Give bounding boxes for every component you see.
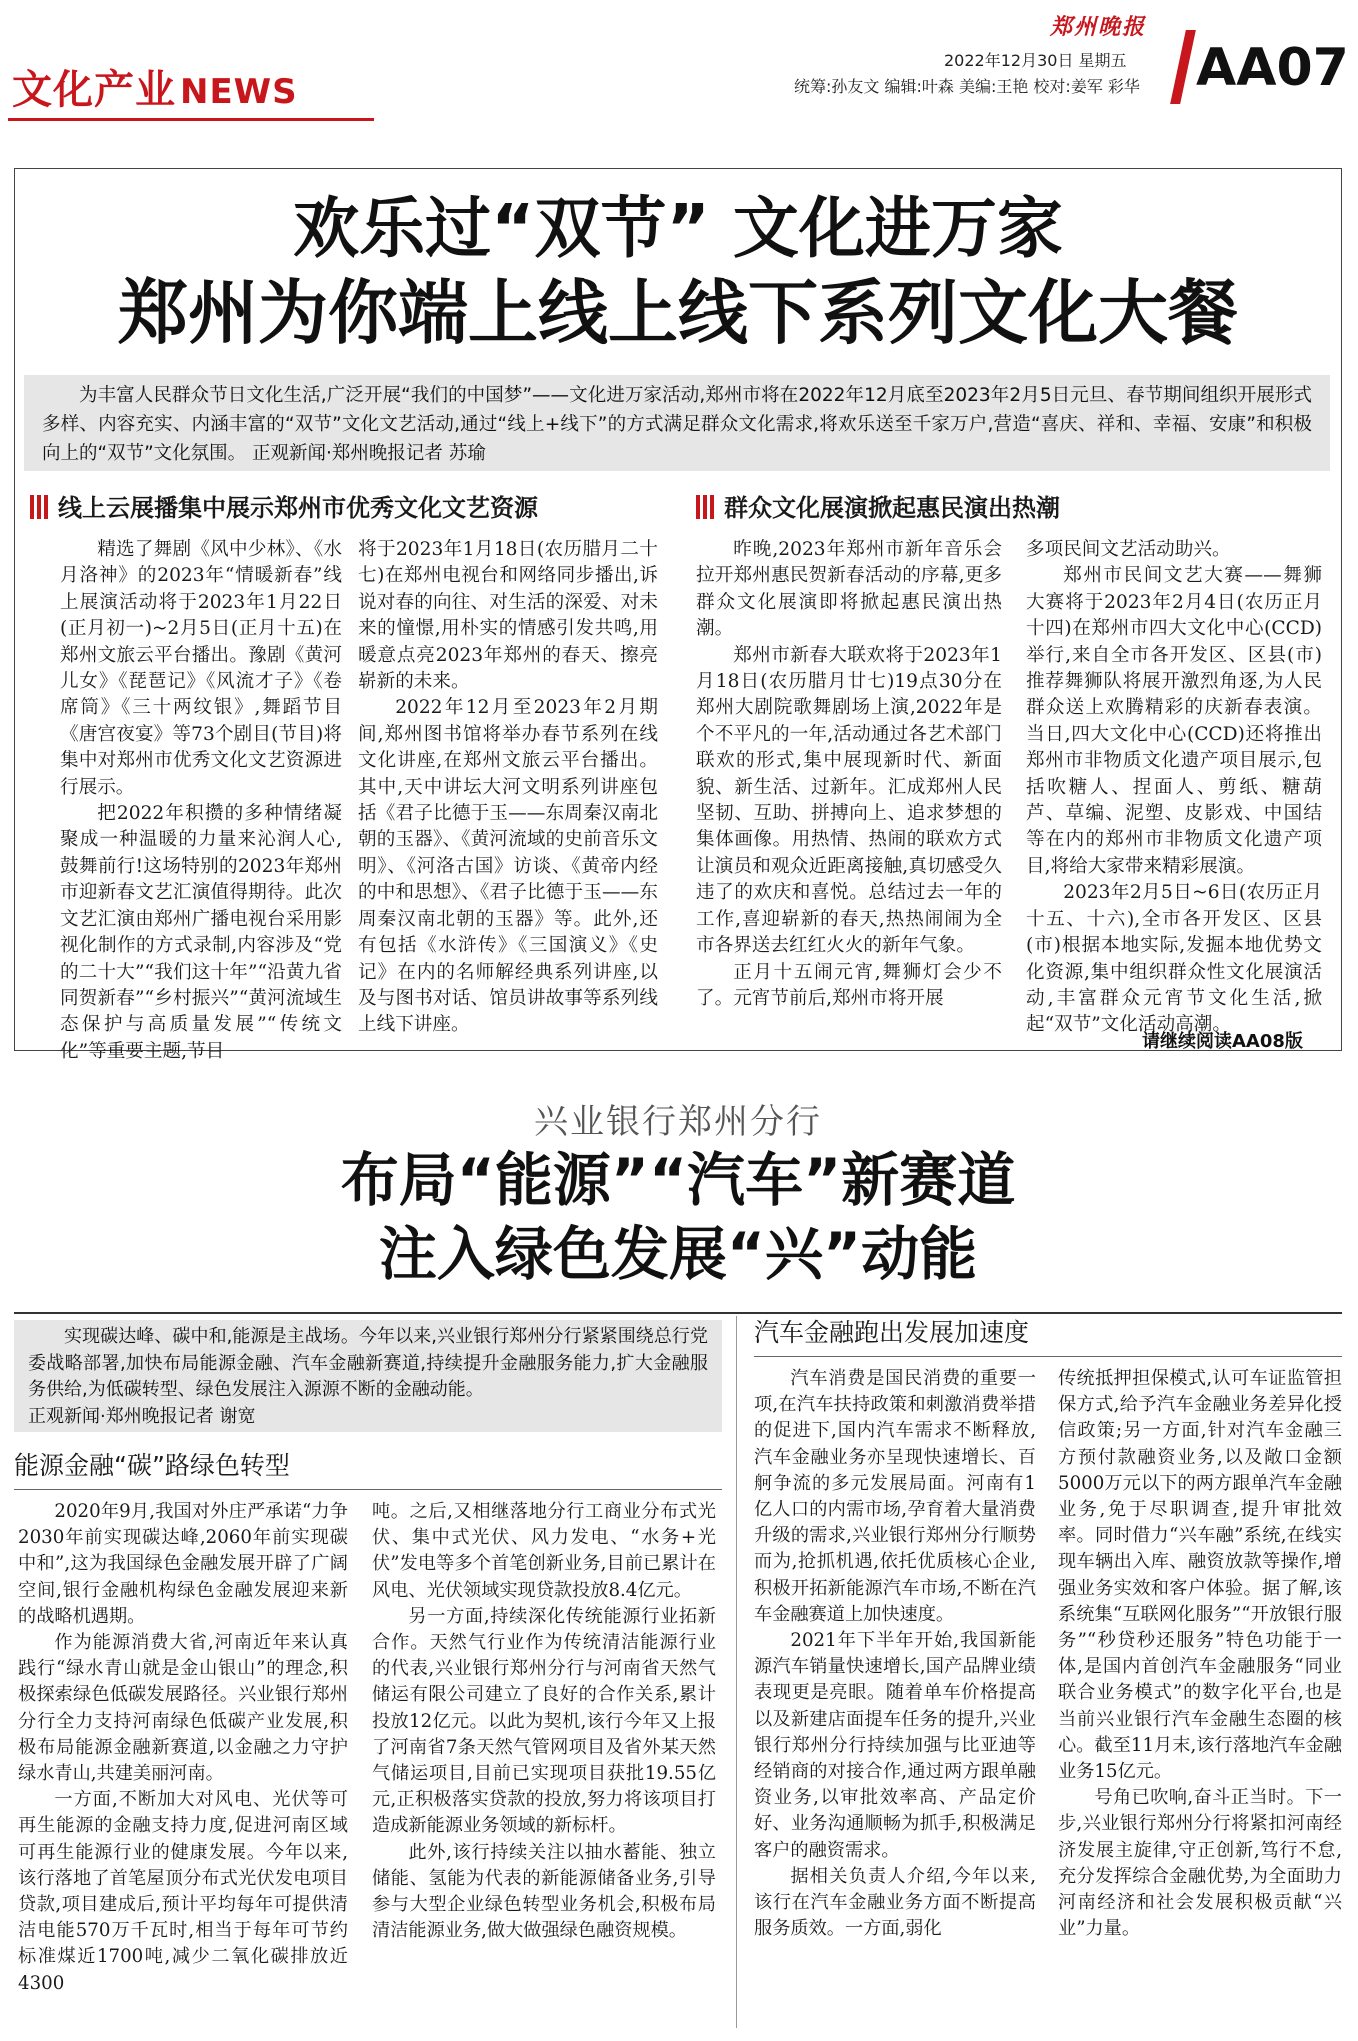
- article-2-lede-box: [14, 1320, 722, 1432]
- paragraph: 汽车消费是国民消费的重要一项,在汽车扶持政策和刺激消费举措的促进下,国内汽车需求不断释放,汽车金融业务亦呈现快速增长、百舸争流的多元发展局面。河南有1亿人口的内需市场,孕育着大量消费升级的需求,兴业银行郑州分行顺势而为,抢抓机遇,依托优质核心企业,积极开拓新能源汽车市场,不断在汽车金融赛道上加快速度。: [754, 1368, 1036, 1625]
- section-title-en: NEWS: [180, 72, 298, 112]
- page-number: AA07: [1196, 38, 1349, 98]
- paragraph: 一方面,不断加大对风电、光伏等可再生能源的金融支持力度,促进河南区域可再生能源行业的健康发展。今年以来,该行落地了首笔屋顶分布式光伏发电项目贷款,项目建成后,预计平均每年可提供清洁电能570万千瓦时,相当于每年可节约标准煤近1700吨,减少二氧化碳排放近4300: [18, 1789, 348, 1994]
- article-1-subhead-left: [30, 491, 538, 525]
- article-1-headline-line-1: 欢乐过“双节” 文化进万家: [293, 190, 1063, 267]
- newspaper-logo: 郑州晚报: [1050, 14, 1147, 40]
- article-1-column-3: [696, 537, 1002, 1012]
- section-underline: [8, 118, 374, 121]
- continue-reading-note: 请继续阅读AA08版: [1142, 1031, 1303, 1052]
- article-1-lede: 为丰富人民群众节日文化生活,广泛开展“我们的中国梦”——文化进万家活动,郑州市将在2022年12月底至2023年2月5日元旦、春节期间组织开展形式多样、内容充实、内涵丰富的“双节”文化文艺活动,通过“线上+线下”的方式满足群众文化需求,将欢乐送至千家万户,营造“喜庆、祥和、幸福、安康”和积极向上的“双节”文化氛围。 正观新闻·郑州晚报记者 苏瑜: [42, 385, 1312, 464]
- article-2-column-3: [754, 1366, 1036, 1942]
- paragraph: 2020年9月,我国对外庄严承诺“力争2030年前实现碳达峰,2060年前实现碳中和”,这为我国绿色金融发展开辟了广阔空间,银行金融机构绿色金融发展迎来新的战略机遇期。: [18, 1501, 348, 1627]
- paragraph: 另一方面,持续深化传统能源行业拓新合作。天然气行业作为传统清洁能源行业的代表,兴业银行郑州分行与河南省天然气储运有限公司建立了良好的合作关系,累计投放12亿元。以此为契机,该行今年又上报了河南省7条天然气管网项目及省外某天然气储运项目,目前已实现项目获批19.55亿元,正积极落实贷款的投放,努力将该项目打造成新能源业务领域的新标杆。: [372, 1605, 716, 1837]
- article-2-headline-line-2: 注入绿色发展“兴”动能: [378, 1220, 978, 1288]
- paragraph: 据相关负责人介绍,今年以来,该行在汽车金融业务方面不断提高服务质效。一方面,弱化: [754, 1865, 1036, 1940]
- paragraph: 此外,该行持续关注以抽水蓄能、独立储能、氢能为代表的新能源储备业务,引导参与大型企业绿色转型业务机会,积极布局清洁能源业务,做大做强绿色融资规模。: [372, 1841, 716, 1942]
- article-2-column-4: [1058, 1366, 1342, 1942]
- column-divider: [736, 1316, 737, 2028]
- paragraph: 把2022年积攒的多种情绪凝聚成一种温暖的力量来沁润人心,鼓舞前行!这场特别的2023年郑州市迎新春文艺汇演值得期待。此次文艺汇演由郑州广播电视台采用影视化制作的方式录制,内容涉及“党的二十大”“我们这十年”“沿黄九省同贺新春”“乡村振兴”“黄河流域生态保护与高质量发展”“传统文化”等重要主题,节目: [60, 803, 342, 1062]
- article-1-column-4: [1026, 537, 1322, 1039]
- subhead-bars-icon: [30, 495, 48, 519]
- article-2-kicker: 兴业银行郑州分行: [534, 1102, 822, 1142]
- paragraph: 多项民间文艺活动助兴。: [1026, 539, 1231, 560]
- paragraph: 2021年下半年开始,我国新能源汽车销量快速增长,国产品牌业绩表现更是亮眼。随着单车价格提高以及新建店面提车任务的提升,兴业银行郑州分行持续加强与比亚迪等经销商的对接合作,通过两方跟单融资业务,以审批效率高、产品定价好、业务沟通顺畅为抓手,积极满足客户的融资需求。: [754, 1630, 1036, 1861]
- paragraph: 传统抵押担保模式,认可车证监管担保方式,给予汽车金融业务差异化授信政策;另一方面,针对汽车金融三方预付款融资业务,以及敞口金额5000万元以下的两方跟单汽车金融业务,免于尽职调查,提升审批效率。同时借力“兴车融”系统,在线实现车辆出入库、融资放款等操作,增强业务实效和客户体验。据了解,该系统集“互联网化服务”“开放银行服务”“秒贷秒还服务”特色功能于一体,是国内首创汽车金融服务“同业联合业务模式”的数字化平台,也是当前兴业银行汽车金融生态圈的核心。截至11月末,该行落地汽车金融业务15亿元。: [1058, 1368, 1342, 1783]
- paragraph: 吨。之后,又相继落地分行工商业分布式光伏、集中式光伏、风力发电、“水务+光伏”发电等多个首笔创新业务,目前已累计在风电、光伏领域实现贷款投放8.4亿元。: [372, 1501, 716, 1601]
- paragraph: 昨晚,2023年郑州市新年音乐会拉开郑州惠民贺新春活动的序幕,更多群众文化展演即将掀起惠民演出热潮。: [696, 539, 1002, 640]
- subhead-rule: [14, 1489, 722, 1490]
- paragraph: 精选了舞剧《风中少林》、《水月洛神》的2023年“情暖新春”线上展演活动将于2023年1月22日(正月初一)~2月5日(正月十五)在郑州文旅云平台播出。豫剧《黄河儿女》《琵琶记》《风流才子》《卷席筒》《三十两纹银》,舞蹈节目《唐宫夜宴》等73个剧目(节目)将集中对郑州市优秀文化文艺资源进行展示。: [60, 539, 342, 798]
- subhead-bars-icon: [696, 495, 714, 519]
- paragraph: 郑州市新春大联欢将于2023年1月18日(农历腊月廿七)19点30分在郑州大剧院歌舞剧场上演,2022年是个不平凡的一年,活动通过各艺术部门联欢的形式,集中展现新时代、新面貌、新生活、过新年。汇成郑州人民坚韧、互助、拼搏向上、追求梦想的集体画像。用热情、热闹的联欢方式让演员和观众近距离接触,真切感受久违了的欢庆和喜悦。总结过去一年的工作,喜迎崭新的春天,热热闹闹为全市各界送去红红火火的新年气象。: [696, 644, 1002, 957]
- subhead-rule: [754, 1356, 1342, 1357]
- article-1-subhead-left-text: 线上云展播集中展示郑州市优秀文化文艺资源: [58, 494, 538, 522]
- issue-date: 2022年12月30日 星期五: [944, 51, 1127, 70]
- article-1-subhead-right: [696, 491, 1060, 525]
- article-2-byline: 正观新闻·郑州晚报记者 谢宽: [28, 1405, 256, 1427]
- paragraph: 将于2023年1月18日(农历腊月二十七)在郑州电视台和网络同步播出,诉说对春的向往、对生活的深爱、对未来的憧憬,用朴实的情感引发共鸣,用暖意点亮2023年郑州的春天、擦亮崭新的未来。: [358, 539, 658, 693]
- page-number-slash: [1170, 30, 1196, 104]
- article-2-subhead-right: 汽车金融跑出发展加速度: [754, 1318, 1030, 1347]
- article-1-column-1: [60, 537, 342, 1065]
- article-2-headline-line-1: 布局“能源”“汽车”新赛道: [340, 1146, 1016, 1214]
- article-1-lede-box: [24, 375, 1330, 471]
- article-2-column-1: [18, 1499, 348, 1997]
- article-1-column-2: [358, 537, 658, 1039]
- article-2-subhead-left: 能源金融“碳”路绿色转型: [14, 1451, 290, 1480]
- paragraph: 郑州市民间文艺大赛——舞狮大赛将于2023年2月4日(农历正月十四)在郑州市四大文化中心(CCD)举行,来自全市各开发区、区县(市)推荐舞狮队将展开激烈角逐,为人民群众送上欢腾精彩的庆新春表演。当日,四大文化中心(CCD)还将推出郑州市非物质文化遗产项目展示,包括吹糖人、捏面人、剪纸、糖葫芦、草编、泥塑、皮影戏、中国结等在内的郑州市非物质文化遗产项目,将给大家带来精彩展演。: [1026, 565, 1322, 877]
- article-2-top-rule: [14, 1312, 1342, 1314]
- article-2-lede-text: 实现碳达峰、碳中和,能源是主战场。今年以来,兴业银行郑州分行紧紧围绕总行党委战略部署,加快布局能源金融、汽车金融新赛道,持续提升金融服务能力,扩大金融服务供给,为低碳转型、绿色发展注入源源不断的金融动能。: [28, 1326, 708, 1400]
- section-title: [12, 66, 298, 116]
- paragraph: 号角已吹响,奋斗正当时。下一步,兴业银行郑州分行将紧扣河南经济发展主旋律,守正创新,笃行不怠,充分发挥综合金融优势,为全面助力河南经济和社会发展积极贡献“兴业”力量。: [1058, 1787, 1342, 1940]
- paragraph: 作为能源消费大省,河南近年来认真践行“绿水青山就是金山银山”的理念,积极探索绿色低碳发展路径。兴业银行郑州分行全力支持河南绿色低碳产业发展,积极布局能源金融新赛道,以金融之力守护绿水青山,共建美丽河南。: [18, 1632, 348, 1785]
- article-2-column-2: [372, 1499, 716, 1944]
- paragraph: 2023年2月5日~6日(农历正月十五、十六),全市各开发区、区县(市)根据本地实际,发掘本地优势文化资源,集中组织群众性文化展演活动,丰富群众元宵节文化生活,掀起“双节”文化活动高潮。: [1026, 882, 1322, 1036]
- paragraph: 正月十五闹元宵,舞狮灯会少不了。元宵节前后,郑州市将开展: [696, 961, 1002, 1009]
- paragraph: 2022年12月至2023年2月期间,郑州图书馆将举办春节系列在线文化讲座,在郑州文旅云平台播出。其中,天中讲坛大河文明系列讲座包括《君子比德于玉——东周秦汉南北朝的玉器》、《黄河流域的史前音乐文明》、《河洛古国》访谈、《黄帝内经的中和思想》、《君子比德于玉——东周秦汉南北朝的玉器》等。此外,还有包括《水浒传》《三国演义》《史记》在内的名师解经典系列讲座,以及与图书对话、馆员讲故事等系列线上线下讲座。: [358, 697, 658, 1036]
- section-title-cn: 文化产业: [12, 67, 176, 113]
- article-2-lede: [14, 1320, 722, 1430]
- editorial-staff: 统筹:孙友文 编辑:叶森 美编:王艳 校对:姜军 彩华: [794, 77, 1140, 96]
- article-1-headline-line-2: 郑州为你端上线上线下系列文化大餐: [118, 272, 1238, 354]
- article-1-subhead-right-text: 群众文化展演掀起惠民演出热潮: [724, 494, 1060, 522]
